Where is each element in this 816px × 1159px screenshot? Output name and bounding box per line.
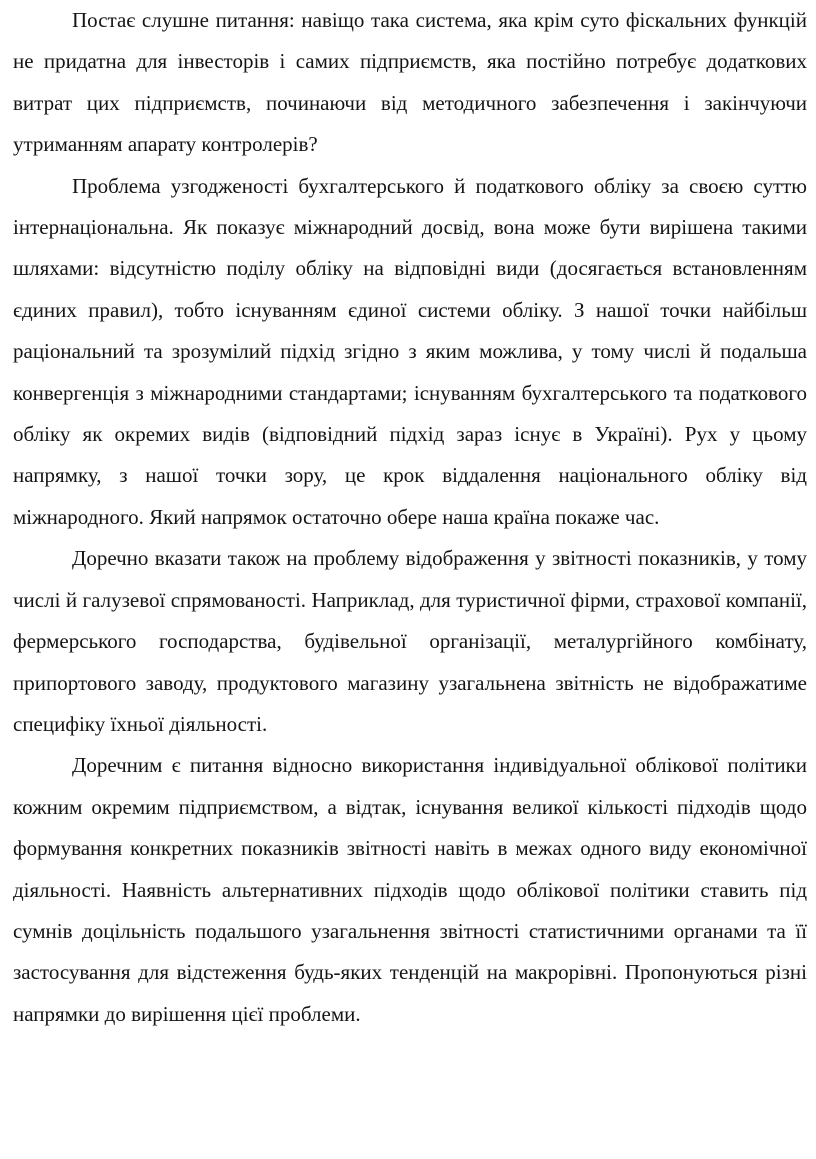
document-page (13, 0, 807, 1035)
paragraph-accounting-consistency: Проблема узгодженості бухгалтерського й податкового обліку за своєю суттю інтернаціональна. Як показує міжнародний досвід, вона може бути вирішена такими шляхами: відсутністю поділу обліку на відповідні види (досягається встановленням єдиних правил), тобто існуванням єдиної системи обліку. З нашої точки найбільш раціональний та зрозумілий підхід згідно з яким можлива, у тому числі й подальша конвергенція з міжнародними стандартами; існуванням бухгалтерського та податкового обліку як окремих видів (відповідний підхід зараз існує в Україні). Рух у цьому напрямку, з нашої точки зору, це крок віддалення національного обліку від міжнародного. Який напрямок остаточно обере наша країна покаже час. (13, 173, 807, 529)
paragraph-reporting-indicators: Доречно вказати також на проблему відображення у звітності показників, у тому числі й галузевої спрямованості. Наприклад, для туристичної фірми, страхової компанії, фермерського господарства, будівельної організації, металургійного комбінату, припортового заводу, продуктового магазину узагальнена звітність не відображатиме специфіку їхньої діяльності. (13, 546, 807, 736)
paragraph-question: Постає слушне питання: навіщо така система, яка крім суто фіскальних функцій не придатна для інвесторів і самих підприємств, яка постійно потребує додаткових витрат цих підприємств, починаючи від методичного забезпечення і закінчуючи утриманням апарату контролерів? (13, 8, 807, 157)
paragraph-accounting-policy: Доречним є питання відносно використання індивідуальної облікової політики кожним окремим підприємством, а відтак, існування великої кількості підходів щодо формування конкретних показників звітності навіть в межах одного виду економічної діяльності. Наявність альтернативних підходів щодо облікової політики ставить під сумнів доцільність подальшого узагальнення звітності статистичними органами та її застосування для відстеження будь-яких тенденцій на макрорівні. Пропонуються різні напрямки до вирішення цієї проблеми. (13, 753, 807, 1026)
